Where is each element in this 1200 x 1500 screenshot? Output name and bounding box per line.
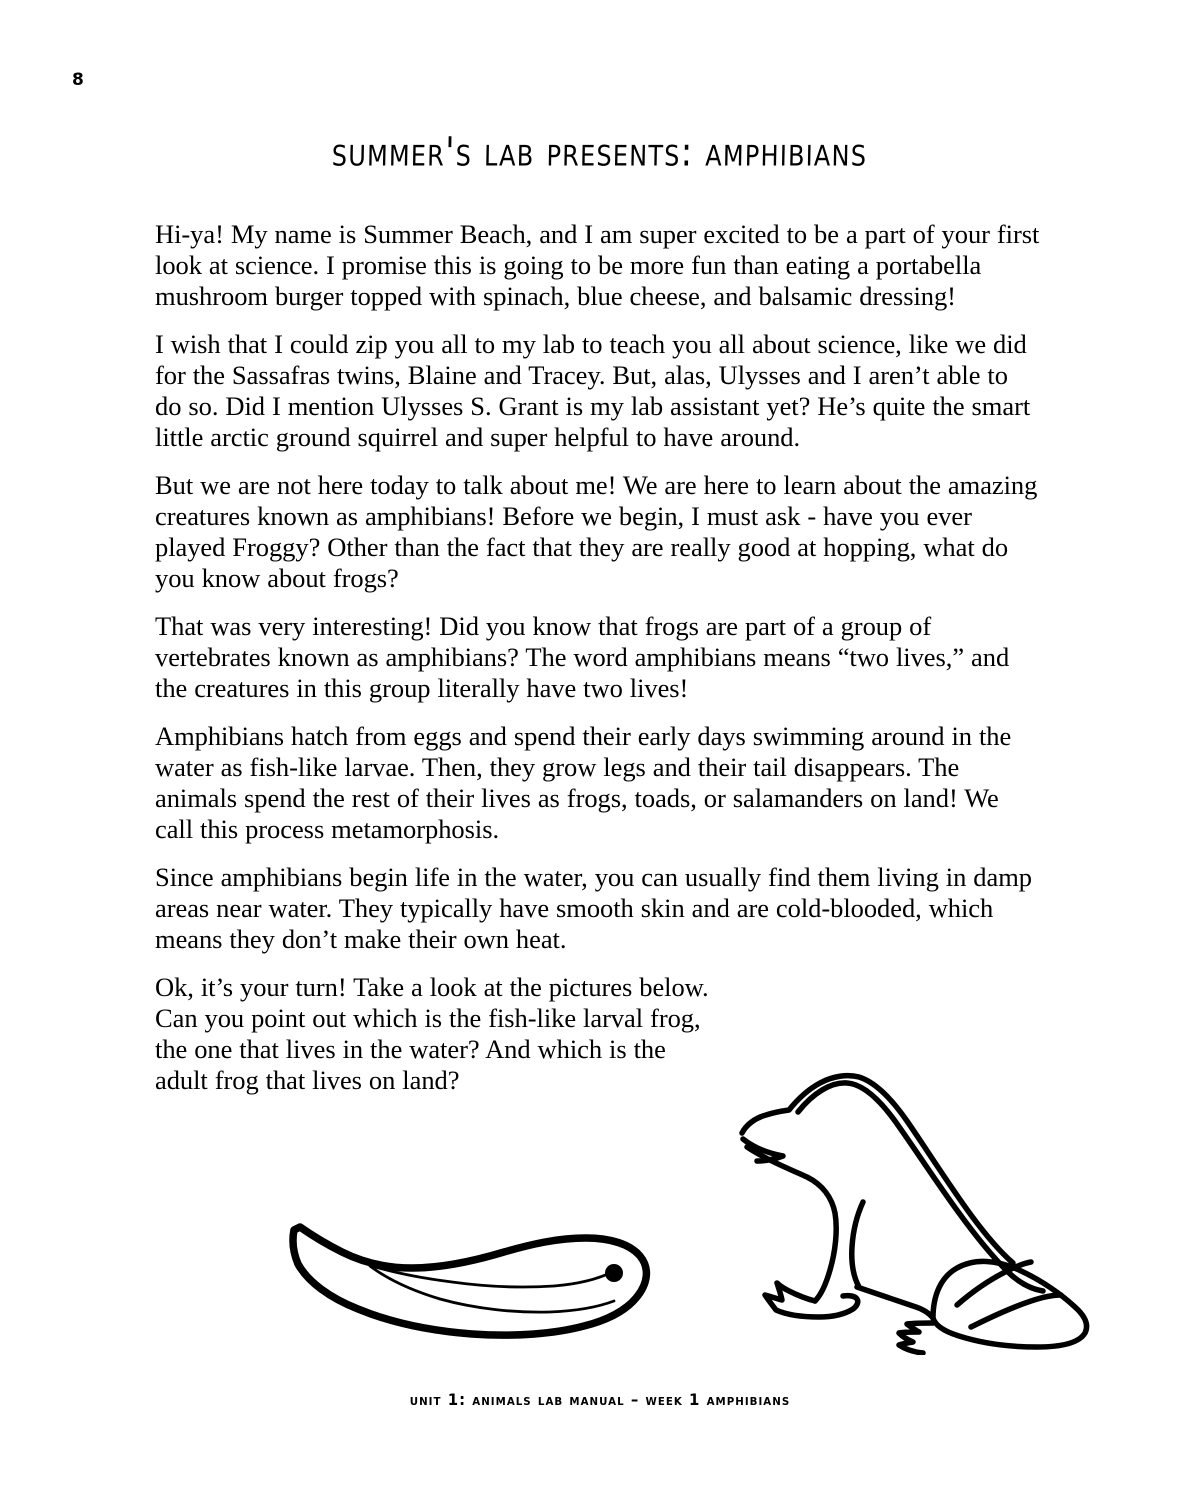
paragraph: Amphibians hatch from eggs and spend their early days swimming around in the water as fish-like larvae. Then, they grow legs and their tail disappears. The animals spend the rest of their lives as frogs, toads, or salamanders on land! We call this process metamorphosis. xyxy=(155,721,1012,844)
paragraph: That was very interesting! Did you know that frogs are part of a group of vertebrates known as amphibians? The word amphibians means “two lives,” and the creatures in this group literally have two lives! xyxy=(155,611,1010,703)
page-footer: unit 1: animals lab manual – week 1 amphibians xyxy=(409,1390,791,1409)
page-number: 8 xyxy=(72,70,85,90)
paragraph: But we are not here today to talk about me! We are here to learn about the amazing creatures known as amphibians! Before we begin, I must ask - have you ever played Froggy? Other than the fact that they are really good at hopping, what do you know about frogs? xyxy=(155,470,1038,593)
paragraph: Hi-ya! My name is Summer Beach, and I am super excited to be a part of your first look at science. I promise this is going to be more fun than eating a portabella mushroom burger topped with spinach, blue cheese, and balsamic dressing! xyxy=(155,219,1040,311)
tadpole-illustration xyxy=(282,1216,672,1351)
adult-frog-illustration xyxy=(735,1055,1100,1355)
paragraph: Ok, it’s your turn! Take a look at the pictures below. Can you point out which is the fish-like larval frog, the one that lives in the water? And which is the adult frog that lives on land? xyxy=(155,972,709,1095)
body-text-column xyxy=(155,219,1041,1096)
page-title: summer's lab presents: amphibians xyxy=(331,129,868,177)
paragraph: I wish that I could zip you all to my lab to teach you all about science, like we did for the Sassafras twins, Blaine and Tracey. But, alas, Ulysses and I aren’t able to do so. Did I mention Ulysses S. Grant is my lab assistant yet? He’s quite the smart little arctic ground squirrel and super helpful to have around. xyxy=(155,329,1031,452)
paragraph: Since amphibians begin life in the water, you can usually find them living in damp areas near water. They typically have smooth skin and are cold-blooded, which means they don’t make their own heat. xyxy=(155,862,1032,954)
